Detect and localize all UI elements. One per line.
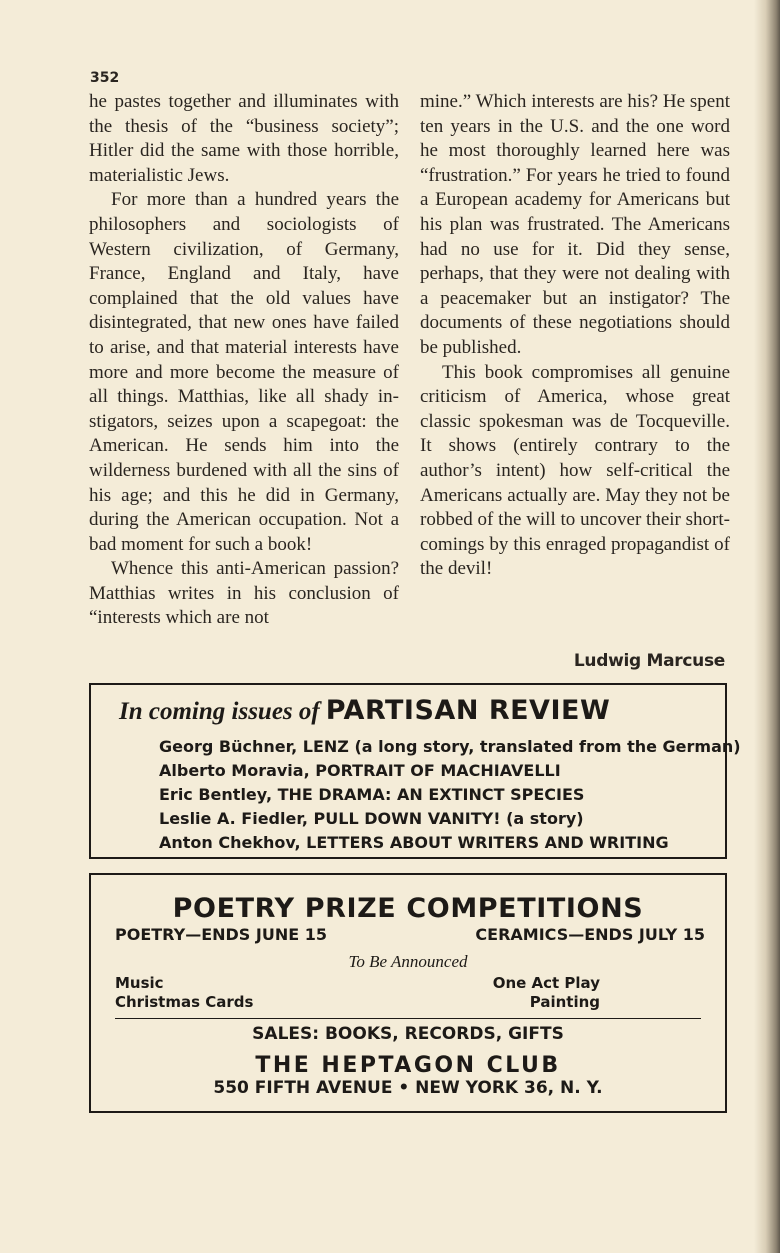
category-item: One Act Play [492,974,600,992]
club-address: 550 FIFTH AVENUE • NEW YORK 36, N. Y. [213,1078,603,1098]
article-paragraph: This book compromises all genuine criticism of America, whose great classic spokesman was de Tocqueville. It shows (entirely contrary to the author’s intent) how self-critical the Americans actually are. May they not be robbed of the will to uncover their shortcomings by this enraged propagandist of the devil! [420,361,730,580]
category-item: Painting [529,993,600,1011]
club-name: THE HEPTAGON CLUB [255,1053,561,1078]
list-item: Anton Chekhov, LETTERS ABOUT WRITERS AND WRITING [159,833,669,852]
category-item: Christmas Cards [115,993,254,1011]
heptagon-club-ad [89,873,727,1113]
divider [115,1018,701,1019]
ad-heading-lead: In coming issues of [119,698,320,725]
article-right-column [420,90,730,582]
partisan-review-ad [89,683,741,859]
author-signature: Ludwig Marcuse [573,651,725,671]
page-number: 352 [90,70,120,86]
ad-heading [119,695,610,726]
magazine-name: PARTISAN REVIEW [325,695,611,726]
ceramics-deadline: CERAMICS—ENDS JULY 15 [475,925,705,944]
book-spine-shadow [754,0,780,1253]
list-item: Alberto Moravia, PORTRAIT OF MACHIAVELLI [159,761,561,780]
article-paragraph: he pastes together and illuminates with the thesis of the “business society”; Hitler did the same with those horrible, materialistic Jews. [89,91,399,186]
list-item: Georg Büchner, LENZ (a long story, translated from the German) [159,737,741,756]
article-left-column [89,90,399,631]
upcoming-issues-list [159,735,741,855]
sales-line: SALES: BOOKS, RECORDS, GIFTS [252,1024,564,1044]
article-paragraph: Whence this anti-American passion? Matthias writes in his conclusion of “interests which are not [89,558,399,629]
category-item: Music [115,974,164,992]
list-item: Leslie A. Fiedler, PULL DOWN VANITY! (a story) [159,809,584,828]
competition-title: POETRY PRIZE COMPETITIONS [172,893,644,924]
list-item: Eric Bentley, THE DRAMA: AN EXTINCT SPECIES [159,785,585,804]
announced-note: To Be Announced [348,952,468,971]
article-paragraph: mine.” Which interests are his? He spent ten years in the U.S. and the one word he most thoroughly learned here was “frustration.” For years he tried to found a European academy for Americans but his plan was frustrated. The Americans had no use for it. Did they sense, perhaps, that they were not dealing with a peacemaker but an instigator? The documents of these negotiations should be published. [420,91,730,358]
article-paragraph: For more than a hundred years the philosophers and sociologists of Western civilization, of Germany, France, England and Italy, have complained that the old values have disintegrated, that new ones have failed to arise, and that material interests have more and more become the measure of all things. Matthias, like all shady instigators, seizes upon a scapegoat: the American. He sends him into the wilderness burdened with all the sins of his age; and this he did in Germany, during the American occupation. Not a bad moment for such a book! [89,189,399,555]
poetry-deadline: POETRY—ENDS JUNE 15 [115,925,327,944]
